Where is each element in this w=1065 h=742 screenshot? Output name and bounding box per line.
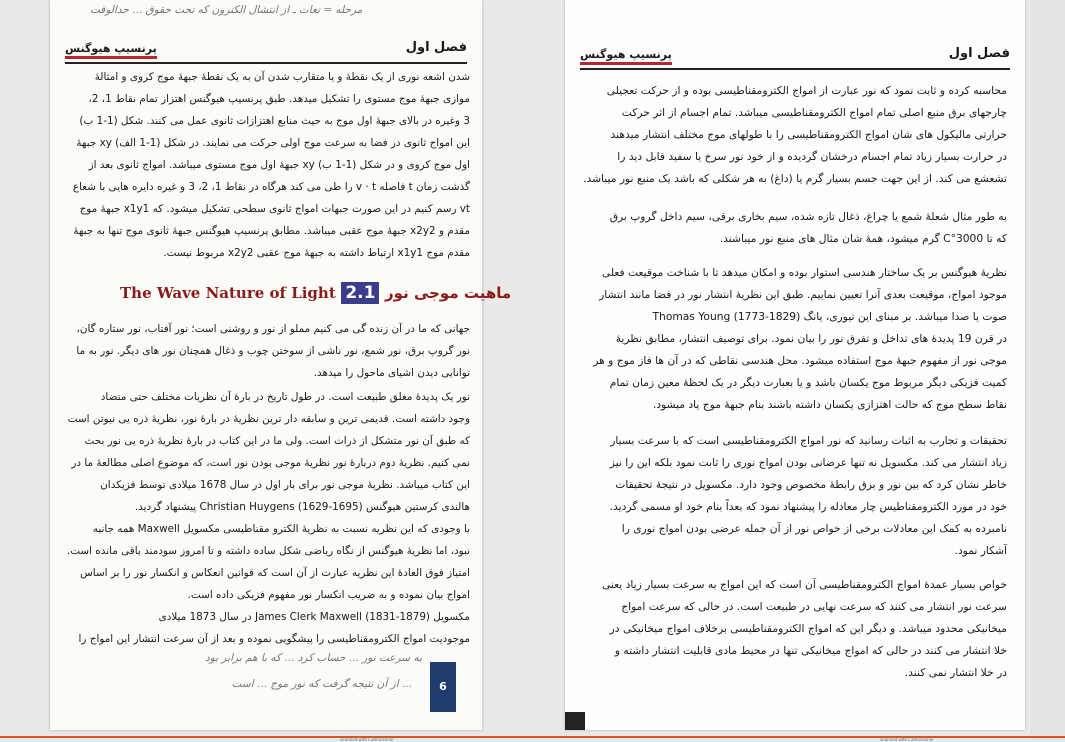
right-page-header	[580, 46, 1010, 70]
text-line: موجودیت امواج الکترومقناطیسی را پیشگویی نموده و بعد از آن سرعت انتشار این امواج را	[78, 633, 470, 645]
text-line: صوت یا صدا میباشد. بر مبنای این تیوری، یانگ Thomas Young (1773-1829)	[652, 310, 1007, 323]
text-line: نظریهٔ هیوگنس بر یک ساختار هندسی استوار بوده و امکان میدهد تا با شناخت موقیعت فعلی	[601, 266, 1007, 279]
text-line: که طبق آن نور متشکل از ذرات است. ولی ما در این کتاب در بارهٔ نظریهٔ ذره یی نور بحث	[84, 435, 470, 447]
text-line: امواج بیان نموده و به ضریب انکسار نور مفهوم فزیکی داده است.	[187, 589, 470, 601]
handwritten-note-top: مرحله = تعات ـ از انتشال الکترون که تحت حقوق ... حد‌الوقت	[90, 4, 363, 16]
chapter-label: فصل اول	[948, 46, 1010, 61]
paragraph-1	[60, 318, 470, 384]
text-line: هالندی کرستین هیوگنس Christian Huygens (1629-1695) پیشنهاد گردید.	[134, 501, 470, 513]
text-line: میخانیکی محدود میباشد. و دیگر این که امواج الکترومقناطیسی برخلاف امواج میخانیکی در	[609, 622, 1007, 635]
text-line: این امواج ثانوی در فضا به سرعت موج اولی حرکت می نمایند. در شکل (1-1 الف) xy جبههٔ	[76, 137, 470, 149]
text-line: سرعت نور انتشار می کنند که سرعت نهایی در طبیعت است. در حالی که سرعت امواج	[621, 600, 1007, 613]
page-tab-corner	[565, 712, 585, 730]
text-line: خود در مورد الکترومقناطیس چار معادله را پیشنهاد نمود که بعداً بنام خود او مسمی گردید.	[609, 500, 1007, 513]
text-line: به طور مثال شعلهٔ شمع یا چراغ، ذغال تازه شده، سیم بخاری برقی، سیم داخل گروپ برق	[609, 210, 1007, 223]
text-line: کمیت فزیکی دیگر مربوط موج یکسان باشد و یا بعبارت دیگر در یک لحظهٔ معین زمان تمام	[609, 376, 1007, 389]
text-line: محاسبه کرده و ثابت نمود که نور عبارت از امواج الکترومقناطیسی بوده و از حرکت تعجیلی	[606, 84, 1007, 97]
handwritten-note-bottom-2: ... از آن نتیجه گرفت که نور موج ... است	[231, 678, 412, 690]
text-line: در قرن 19 پدیدهٔ های تداخل و تفرق نور را بیان نمود. برای توصیف انتشار، مطابق نظریهٔ	[615, 332, 1007, 345]
book-edge	[1030, 0, 1065, 741]
topic-label: پرنسیپ هیوگنس	[580, 48, 672, 61]
text-line: vt رسم کنیم در این صورت جبهات امواج ثانوی سطحی تشکیل میشود. که x1y1 جبههٔ موج	[79, 203, 470, 215]
text-line: مقدم موج x1y1 ارتباط داشته به جبههٔ موج عقبی x2y2 مربوط نیست.	[163, 247, 470, 259]
text-line: آشکار نمود.	[954, 544, 1007, 557]
text-line: اول موج کروی و در شکل (1-1 ب) xy جبههٔ اول موج مستوی میباشد. امواج ثانوی بعد از	[88, 159, 470, 171]
text-line: چارجهای برق منبع اصلی تمام امواج الکترومقناطیسی میباشد. تمام اجسام از اثر حرکت	[621, 106, 1007, 119]
text-line: این کتاب میباشد. نظریهٔ موجی نور برای بار اول در سال 1678 میلادی توسط فزیکدان	[100, 479, 470, 491]
text-line: مقدم و x2y2 جبههٔ موج عقبی میباشد. مطابق پرنسیپ هیوگنس جبههٔ ثانوی موج تنها به جبههٔ	[73, 225, 470, 237]
text-line: خواص بسیار عمدهٔ امواج الکترومقناطیسی آن است که این امواج به سرعت بسیار زیاد یعنی	[602, 578, 1007, 591]
left-page-header	[65, 40, 467, 64]
paragraph-2	[60, 386, 470, 650]
page-number-tab: 6	[430, 662, 456, 712]
text-line: نبود، اما نظریهٔ هیوگنس از نگاه ریاضی شکل ساده داشته و تا امروز سودمند باقی مانده است.	[66, 545, 470, 557]
text-line: که تا 3000°C گرم میشود، همهٔ شان مثال های منبع نور میباشند.	[719, 232, 1007, 245]
text-line: نمی کنیم. نظریهٔ دوم دربارهٔ نور نظریهٔ موجی بودن نور است، که موضوع اصلی مطالعهٔ ما در	[71, 457, 470, 469]
text-line: گذشت زمان t فاصله v · t را طی می کند هرگاه در نقاط 1، 2، 3 و غیره دایره هایی با شعاع	[72, 181, 470, 193]
chapter-label: فصل اول	[405, 40, 467, 55]
handwritten-note-bottom-1: به سرعت نور ... حساب کرد ... که با هم برابر بود	[205, 652, 422, 664]
text-line: در خلا انتشار نمی کنند.	[904, 666, 1007, 679]
text-line: حرارتی مالیکول های شان امواج الکترومقناطیسی را با طولهای موج مختلف انتشار میدهند	[610, 128, 1007, 141]
text-line: نقاط سطح موج که حالت اهتزازی یکسان داشته باشند بنام جبههٔ موج یاد میشود.	[652, 398, 1007, 411]
paragraph-5	[579, 574, 1007, 684]
paragraph-4	[579, 430, 1007, 562]
paragraph-1	[579, 80, 1007, 190]
topic-label: پرنسیپ هیوگنس	[65, 42, 157, 55]
text-line: زیاد انتشار می کند. مکسویل نه تنها عرضانی بودن امواج نوری را ثابت نمود بلکه این را نیز	[609, 456, 1007, 469]
text-line: نور گروپ برق، نور شمع، نور ناشی از سوختن چوب و ذغال همچنان نور های دیگر. نور به ما	[76, 345, 470, 357]
text-line: شدن اشعه نوری از یک نقطهٔ و یا متقارب شدن آن به یک نقطهٔ جبههٔ موج کروی و امثالهٔ	[94, 71, 470, 83]
text-line: تشعشع می کند. از این جهت جسم بسیار گرم یا (داغ) به هر شکلی که باشد یک منبع نور میباشد.	[583, 172, 1007, 185]
text-line: در حرارت بسیار زیاد تمام اجسام درخشان گردیده و از خود نور سرخ یا سفید قابل دید را	[617, 150, 1007, 163]
text-line: نور یک پدیدهٔ مغلق طبیعت است. در طول تاریخ در بارهٔ آن نظریات مختلف حتی متضاد	[100, 391, 470, 403]
text-line: امتیاز فوق العادهٔ این نظریه عبارت از آن است که قوانین انعکاس و انکسار نور را بر اساس	[80, 567, 470, 579]
text-line: 3 وغیره در بالای جبههٔ اول موج به حیث منابع اهتزازات ثانوی عمل می کنند. شکل (1-1 ب)	[79, 115, 470, 127]
text-line: موازی جبههٔ موج مستوی را تشکیل میدهد. طبق پرنسیپ هیوگنس اهتزاز تمام نقاط 1، 2،	[88, 93, 470, 105]
paragraph-3	[579, 262, 1007, 416]
scan-watermark: Scanned with CamScanner	[880, 737, 934, 742]
text-line: توانایی دیدن اشیای ماحول را میدهد.	[313, 367, 470, 379]
text-line: نامبرده به کمک این معادلات برخی از خواص نور از آن جمله عرضی بودن امواج نوری را	[621, 522, 1007, 535]
intro-paragraph	[60, 66, 470, 264]
section-title-english: The Wave Nature of Light	[120, 284, 336, 302]
text-line: مکسویل James Clerk Maxwell (1831-1879) در سال 1873 میلادی	[158, 611, 470, 623]
right-page	[565, 0, 1025, 730]
text-line: موجود امواج، موقیعت بعدی آنرا تعیین نماییم. طبق این نظریهٔ انتشار نور در فضا مانند انتشار	[599, 288, 1007, 301]
paragraph-2	[579, 206, 1007, 250]
left-page	[50, 0, 512, 730]
text-line: وجود داشته است. قدیمی ترین و سابقه دار ترین نظریهٔ در بارهٔ نور، نظریهٔ ذره یی نیوتن است	[67, 413, 470, 425]
text-line: موجی نور از مفهوم جبههٔ موج استفاده میشود. محل هندسی نقاطی که در آن ها فاز موج و هر	[593, 354, 1007, 367]
text-line: خلا انتشار می کنند در حالی که امواج میخانیکی تنها در محیط مادی قابلیت انتشار داشته و	[614, 644, 1007, 657]
section-number: 2.1	[341, 282, 379, 304]
section-title-persian: ماهیت موجی نور	[385, 284, 512, 302]
scan-watermark: Scanned with CamScanner	[340, 737, 394, 742]
text-line: خاطر نشان کرد که بین نور و برق رابطهٔ مخصوص وجود دارد. مکسویل در نتیجهٔ تحقیقات	[615, 478, 1007, 491]
section-heading	[120, 283, 511, 313]
text-line: تحقیقات و تجارب به اثبات رسانید که نور امواج الکترومقناطیسی است که با سرعت بسیار	[610, 434, 1007, 447]
text-line: جهانی که ما در آن زنده گی می کنیم مملو از نور و روشنی است؛ نور آفتاب، نور ستاره گان،	[76, 323, 470, 335]
text-line: با وجودی که این نظریه نسبت به نظریهٔ الکترو مقناطیسی مکسویل Maxwell همه جانبه	[92, 523, 470, 535]
